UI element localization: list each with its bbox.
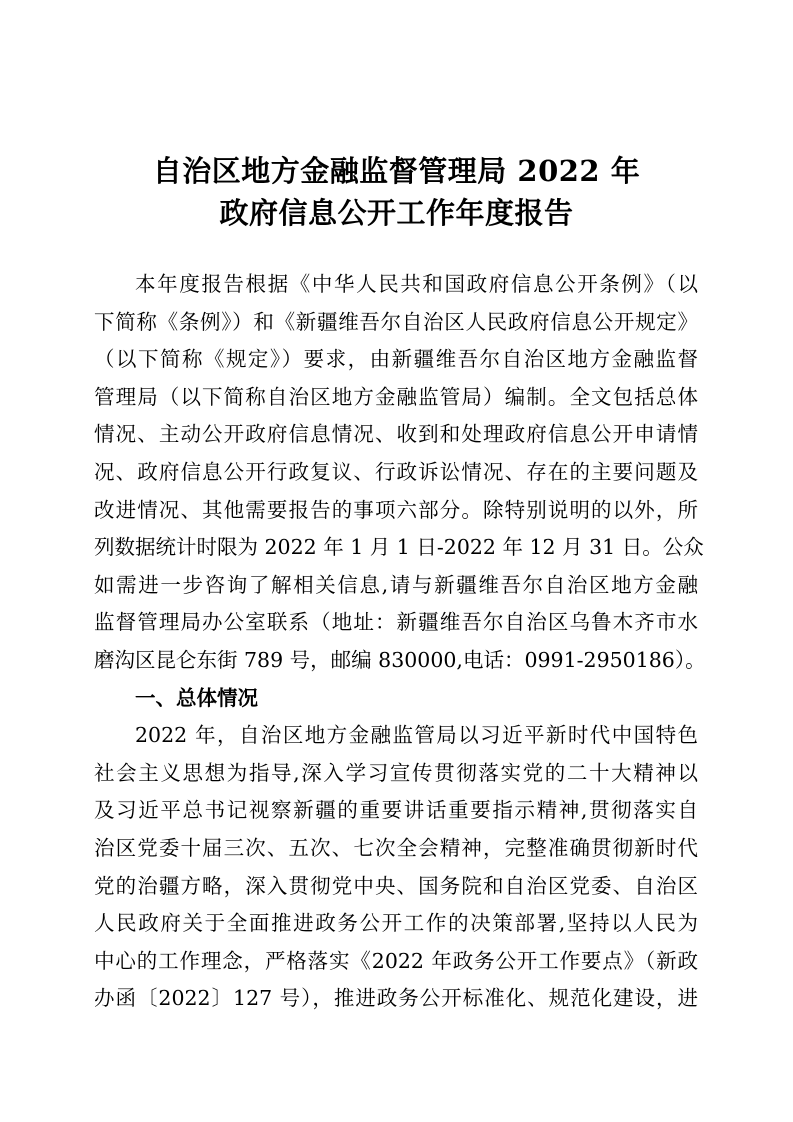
paragraph-2-line: 办函〔2022〕127 号），推进政务公开标准化、规范化建设，进 (94, 986, 698, 1011)
title-line-2: 政府信息公开工作年度报告 (219, 196, 574, 230)
document-title (0, 150, 793, 234)
paragraph-2-line: 社会主义思想为指导,深入学习宣传贯彻落实党的二十大精神以 (94, 760, 698, 785)
paragraph-2-line: 人民政府关于全面推进政务公开工作的决策部署,坚持以人民为 (94, 911, 698, 936)
paragraph-2-line: 治区党委十届三次、五次、七次全会精神，完整准确贯彻新时代 (94, 835, 698, 860)
paragraph-1-line: 况、政府信息公开行政复议、行政诉讼情况、存在的主要问题及 (94, 459, 698, 484)
paragraph-1-line: 情况、主动公开政府信息情况、收到和处理政府信息公开申请情 (94, 422, 698, 447)
title-line-1: 自治区地方金融监督管理局 2022 年 (152, 154, 641, 188)
paragraph-1-line: 本年度报告根据《中华人民共和国政府信息公开条例》（以 (135, 272, 698, 296)
section-heading-overall-situation: 一、总体情况 (135, 685, 258, 710)
paragraph-1-line: 改进情况、其他需要报告的事项六部分。除特别说明的以外，所 (94, 497, 698, 522)
paragraph-2-line: 及习近平总书记视察新疆的重要讲话重要指示精神,贯彻落实自 (94, 798, 698, 823)
paragraph-2-line: 2022 年，自治区地方金融监管局以习近平新时代中国特色 (135, 723, 698, 748)
paragraph-1-line: 列数据统计时限为 2022 年 1 月 1 日-2022 年 12 月 31 日。公众 (94, 535, 704, 560)
paragraph-1-line: 磨沟区昆仑东街 789 号，邮编 830000,电话：0991-2950186）。 (94, 647, 706, 672)
paragraph-1-line: 管理局（以下简称自治区地方金融监管局）编制。全文包括总体 (94, 384, 698, 409)
paragraph-1-line: 如需进一步咨询了解相关信息,请与新疆维吾尔自治区地方金融 (94, 572, 698, 597)
paragraph-1-line: （以下简称《规定》）要求，由新疆维吾尔自治区地方金融监督 (94, 347, 698, 372)
paragraph-2-line: 党的治疆方略，深入贯彻党中央、国务院和自治区党委、自治区 (94, 873, 698, 898)
document-body (94, 266, 706, 1018)
paragraph-2-line: 中心的工作理念，严格落实《2022 年政务公开工作要点》（新政 (94, 948, 698, 973)
paragraph-1-line: 下简称《条例》）和《新疆维吾尔自治区人民政府信息公开规定》 (94, 309, 698, 334)
paragraph-1-line: 监督管理局办公室联系（地址：新疆维吾尔自治区乌鲁木齐市水 (94, 610, 698, 635)
